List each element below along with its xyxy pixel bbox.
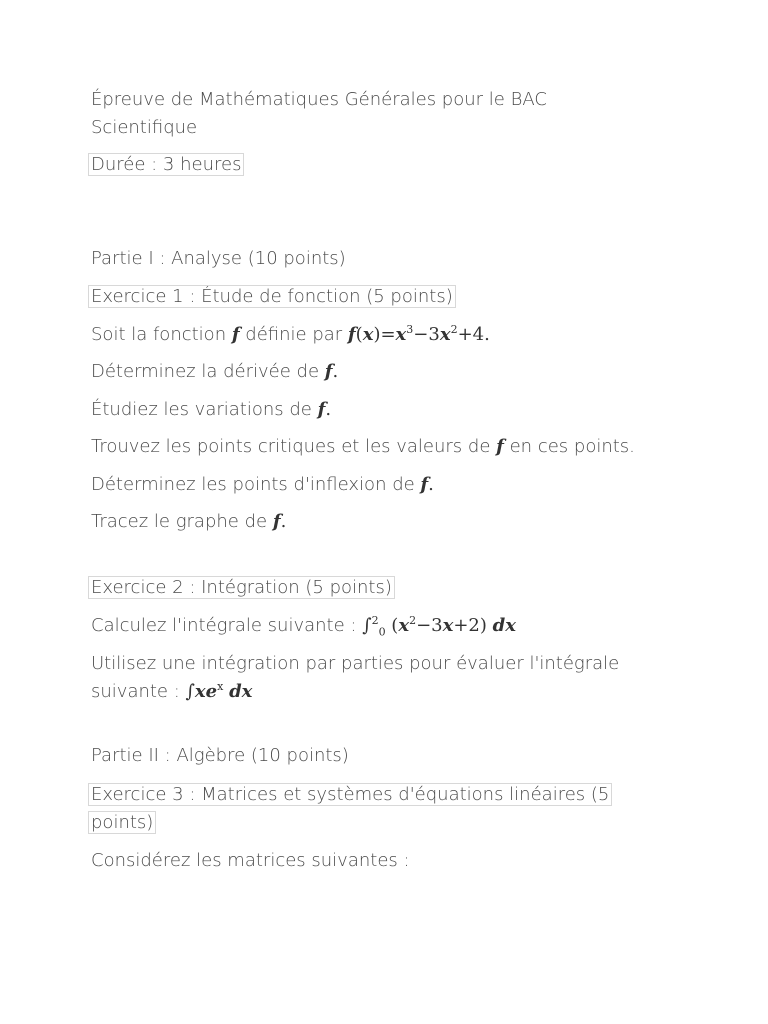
exercise2-question-1 (91, 612, 516, 640)
q4-prefix: Trouvez les points critiques et les valeurs de (91, 436, 497, 457)
function-symbol: f (317, 399, 326, 420)
document-page (91, 0, 691, 1024)
q1-prefix: Soit la fonction (91, 324, 232, 345)
integral-expression-1: ∫$^2_0$ $(x^2-3x+2)$ dx (362, 614, 516, 639)
q2-text: Déterminez la dérivée de (91, 361, 325, 382)
q1-mid: définie par (239, 324, 348, 345)
exercise2-heading-line (91, 574, 394, 602)
exercise1-question-3: Étudiez les variations de f. (91, 399, 332, 420)
duration-label: Durée : 3 heures (91, 154, 242, 175)
exercise1-question-1 (91, 321, 490, 349)
function-definition: $f(x)=x^3-3x^2+4$. (347, 323, 490, 345)
exercise1-question-5: Déterminez les points d'inflexion de f. (91, 474, 434, 495)
exercise3-heading-line-1 (91, 781, 611, 809)
exercise2-question-2-line-1: Utilisez une intégration par parties pour évaluer l'intégrale (91, 653, 620, 674)
duration-line (91, 151, 243, 179)
function-symbol: f (420, 474, 429, 495)
q5-text: Déterminez les points d'inflexion de (91, 474, 421, 495)
exercise1-heading-line (91, 283, 455, 311)
function-symbol: f (272, 511, 281, 532)
q3-text: Étudiez les variations de (91, 399, 318, 420)
function-symbol: f (496, 436, 504, 457)
exercise1-heading: Exercice 1 : Étude de fonction (5 points) (91, 286, 453, 307)
exercise2-heading: Exercice 2 : Intégration (5 points) (91, 577, 392, 598)
q6-text: Tracez le graphe de (91, 511, 273, 532)
exercise1-question-6: Tracez le graphe de f. (91, 511, 287, 532)
ex2-q2-text: suivante : (91, 681, 186, 702)
part1-heading: Partie I : Analyse (10 points) (91, 248, 346, 269)
part2-heading: Partie II : Algèbre (10 points) (91, 745, 349, 766)
exam-title-line-2: Scientifique (91, 117, 198, 138)
function-symbol: f (231, 324, 240, 345)
function-symbol: f (324, 361, 333, 382)
exercise1-question-2: Déterminez la dérivée de f. (91, 361, 339, 382)
exercise2-question-2-line-2 (91, 678, 252, 706)
exercise3-heading-1: Exercice 3 : Matrices et systèmes d'équations linéaires (5 (91, 784, 610, 805)
exam-title-line-1: Épreuve de Mathématiques Générales pour le BAC (91, 89, 547, 110)
integral-expression-2: $\int xe^x$ dx (185, 680, 253, 702)
q4-suffix: en ces points. (503, 436, 635, 457)
exercise1-question-4 (91, 433, 635, 461)
exercise3-question-1: Considérez les matrices suivantes : (91, 850, 410, 871)
exercise3-heading-line-2 (91, 809, 155, 837)
exercise3-heading-2: points) (91, 812, 154, 833)
ex2-q1-text: Calculez l'intégrale suivante : (91, 615, 363, 636)
